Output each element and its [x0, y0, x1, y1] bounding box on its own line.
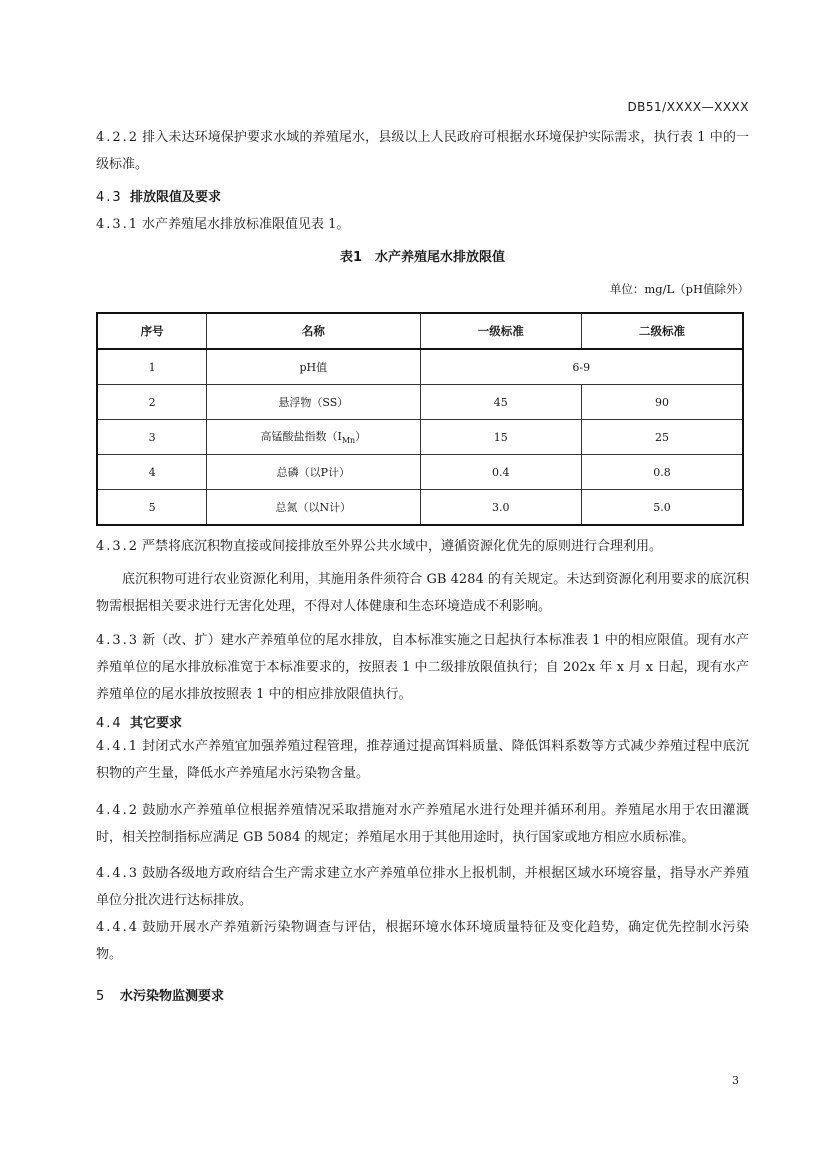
clause-number: 4.4.4 [96, 920, 140, 935]
clause-number: 4.3.3 [96, 633, 140, 648]
row-level1: 3.0 [420, 490, 581, 526]
clause-4-3-2-paragraph-2: 底沉积物可进行农业资源化利用，其施用条件须符合 GB 4284 的有关规定。未达到资源化利用要求的底沉积物需根据相关要求进行无害化处理，不得对人体健康和生态环境造成不利影响。 [96, 572, 749, 614]
row-no: 3 [97, 420, 207, 455]
clause-4-3-1 [96, 211, 749, 238]
clause-4-2-2 [96, 124, 749, 178]
row-name: pH值 [207, 349, 420, 385]
discharge-limits-table [96, 312, 744, 526]
section-title: 其它要求 [130, 716, 183, 731]
row-no: 5 [97, 490, 207, 526]
clause-text: 新（改、扩）建水产养殖单位的尾水排放，自本标准实施之日起执行本标准表 1 中的相应限值。现有水产养殖单位的尾水排放标准宽于本标准要求的，按照表 1 中二级排放限值执行；自 202x 年 x 月 x 日起，现有水产养殖单位的尾水排放按照表 1 中的相应排放限值执行。 [96, 633, 749, 702]
row-name: 总磷（以P计） [207, 455, 420, 490]
section-5-heading [96, 985, 224, 1004]
document-code: DB51/XXXX—XXXX [627, 100, 749, 114]
clause-text: 水产养殖尾水排放标准限值见表 1。 [142, 217, 350, 232]
row-level2: 5.0 [582, 490, 744, 526]
row-level2: 0.8 [582, 455, 744, 490]
section-number: 4.4 [96, 716, 123, 731]
table-row [97, 385, 743, 420]
section-title: 排放限值及要求 [130, 190, 222, 205]
clause-number: 4.4.1 [96, 739, 140, 754]
row-name [207, 420, 420, 455]
clause-number: 4.4.3 [96, 866, 140, 881]
table-row [97, 420, 743, 455]
table-row [97, 349, 743, 385]
row-combined-value: 6-9 [420, 349, 743, 385]
row-name: 悬浮物（SS） [207, 385, 420, 420]
clause-4-4-3 [96, 860, 749, 914]
row-level1: 0.4 [420, 455, 581, 490]
header-name: 名称 [207, 313, 420, 349]
clause-number: 4.3.2 [96, 539, 140, 554]
clause-text: 鼓励水产养殖单位根据养殖情况采取措施对水产养殖尾水进行处理并循环利用。养殖尾水用于农田灌溉时，相关控制指标应满足 GB 5084 的规定；养殖尾水用于其他用途时，执行国家或地方相应水质标准。 [96, 803, 749, 845]
clause-4-4-1 [96, 733, 749, 787]
header-level2: 二级标准 [582, 313, 744, 349]
clause-4-4-4 [96, 914, 749, 968]
row-name-end: ） [355, 430, 367, 444]
table-unit: 单位：mg/L（pH值除外） [609, 282, 749, 296]
clause-4-4-2 [96, 797, 749, 851]
clause-text: 严禁将底沉积物直接或间接排放至外界公共水域中，遵循资源化优先的原则进行合理利用。 [142, 539, 663, 554]
table-row [97, 490, 743, 526]
row-name-main: 高锰酸盐指数（I [260, 430, 342, 444]
row-no: 2 [97, 385, 207, 420]
table-title: 表1 水产养殖尾水排放限值 [339, 250, 506, 265]
clause-number: 4.3.1 [96, 217, 140, 232]
row-level1: 15 [420, 420, 581, 455]
section-number: 5 [96, 989, 107, 1004]
clause-4-3-3 [96, 627, 749, 708]
clause-text: 排入未达环境保护要求水域的养殖尾水，县级以上人民政府可根据水环境保护实际需求，执行表 1 中的一级标准。 [96, 130, 749, 172]
row-level1: 45 [420, 385, 581, 420]
header-no: 序号 [97, 313, 207, 349]
clause-text: 鼓励各级地方政府结合生产需求建立水产养殖单位排水上报机制，并根据区域水环境容量，指导水产养殖单位分批次进行达标排放。 [96, 866, 749, 908]
table-row [97, 455, 743, 490]
header-level1: 一级标准 [420, 313, 581, 349]
row-no: 1 [97, 349, 207, 385]
clause-text: 鼓励开展水产养殖新污染物调查与评估，根据环境水体环境质量特征及变化趋势，确定优先控制水污染物。 [96, 920, 749, 962]
section-4-3-heading [96, 186, 221, 205]
row-level2: 90 [582, 385, 744, 420]
page-number: 3 [732, 1074, 739, 1087]
row-no: 4 [97, 455, 207, 490]
table-header-row [97, 313, 743, 349]
section-4-4-heading [96, 712, 182, 731]
row-name-subscript: Mn [341, 436, 356, 446]
row-level2: 25 [582, 420, 744, 455]
clause-number: 4.2.2 [96, 130, 140, 145]
clause-4-3-2 [96, 533, 749, 560]
clause-number: 4.4.2 [96, 803, 140, 818]
clause-text: 封闭式水产养殖宜加强养殖过程管理，推荐通过提高饵料质量、降低饵料系数等方式减少养殖过程中底沉积物的产生量，降低水产养殖尾水污染物含量。 [96, 739, 749, 781]
section-title: 水污染物监测要求 [120, 989, 225, 1004]
section-number: 4.3 [96, 190, 123, 205]
row-name: 总氮（以N计） [207, 490, 420, 526]
